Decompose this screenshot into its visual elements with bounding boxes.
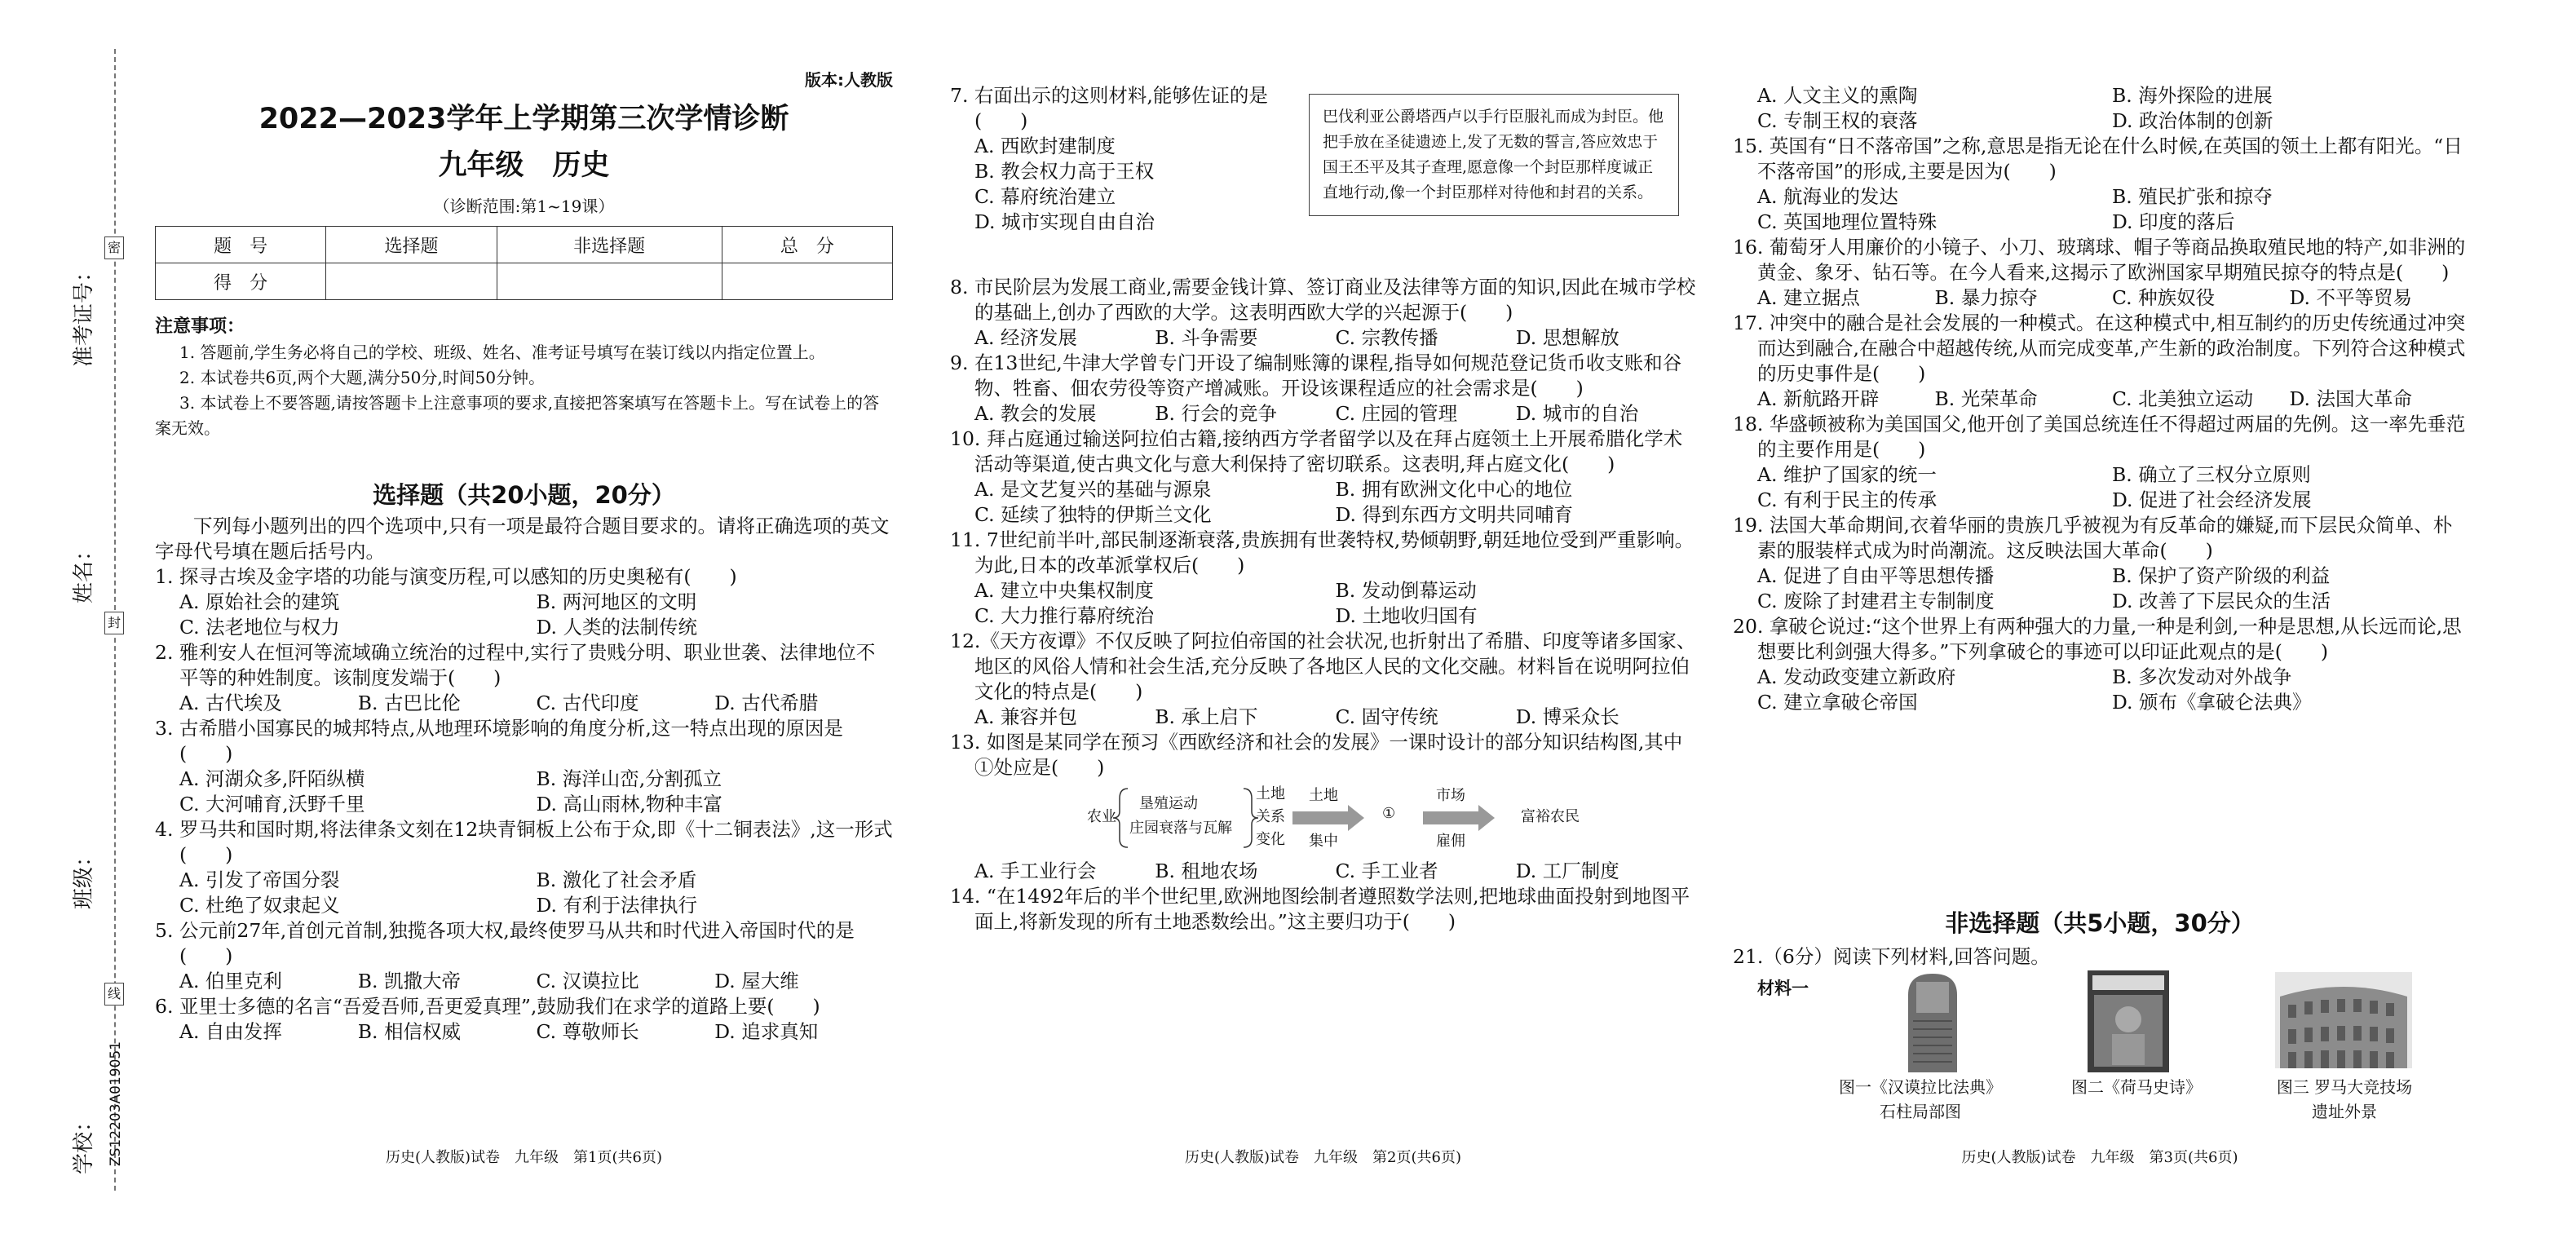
question-stem: 19. 法国大革命期间,衣着华丽的贵族几乎被视为有反革命的嫌疑,而下层民众简单、朴素的服装样式成为时尚潮流。这反映法国大革命( ) [1733, 514, 2453, 562]
option-a: A. 自由发挥 [179, 1020, 282, 1043]
school-label: 学校： [72, 1110, 96, 1174]
option-d: D. 屋大维 [714, 970, 799, 992]
question-stem: 18. 华盛顿被称为美国国父,他开创了美国总统连任不得超过两届的先例。这一率先垂范的主要作用是( ) [1733, 413, 2466, 461]
option-c: C. 杜绝了奴隶起义 [179, 894, 340, 917]
score-head-total: 总 分 [722, 227, 892, 263]
exam-subtitle: 九年级 历史 [438, 149, 610, 182]
option-a: A. 原始社会的建筑 [179, 590, 340, 613]
option-d: D. 政治体制的创新 [2112, 109, 2273, 132]
question-stem: 17. 冲突中的融合是社会发展的一种模式。在这种模式中,相互制约的历史传统通过冲突而达到融合,在融合中超越传统,从而完成变革,产生新的政治制度。下列符合这种模式的历史事件是( ) [1733, 312, 2466, 385]
option-b: B. 保护了资产阶级的利益 [2112, 564, 2331, 587]
section2-title: 非选择题（共5小题，30分） [1945, 909, 2255, 937]
option-b: B. 租地农场 [1155, 860, 1258, 882]
diagram-arrow1-top: 土地 [1309, 787, 1338, 804]
option-a: A. 河湖众多,阡陌纵横 [179, 767, 365, 790]
question [1733, 83, 2467, 134]
question [950, 730, 1696, 884]
name-label: 姓名： [72, 539, 96, 603]
option-a: A. 航海业的发达 [1757, 185, 1898, 208]
score-table-wrap [155, 226, 893, 300]
option-a: A. 教会的发展 [974, 402, 1097, 425]
paper-code: ZS12203A019051 [108, 1041, 124, 1166]
question-list-col3-inner [1733, 83, 2467, 715]
section1 [155, 477, 893, 1045]
question [1733, 614, 2467, 715]
option-d: D. 颁布《拿破仑法典》 [2112, 691, 2312, 714]
diagram-bracket1-bottom: 庄园衰落与瓦解 [1129, 820, 1232, 837]
option-a: A. 古代埃及 [179, 692, 282, 714]
option-c: C. 北美独立运动 [2112, 387, 2254, 410]
question [155, 640, 893, 716]
page-2 [950, 0, 1696, 1242]
option-d: D. 促进了社会经济发展 [2112, 488, 2312, 511]
question-stem: 13. 如图是某同学在预习《西欧经济和社会的发展》一课时设计的部分知识结构图,其中①处应是( ) [950, 731, 1683, 779]
option-c: C. 英国地理位置特殊 [1757, 210, 1938, 233]
question [950, 427, 1696, 528]
option-c: C. 大力推行幕府统治 [974, 604, 1155, 627]
bracket-right [1244, 789, 1258, 847]
options-row [155, 691, 893, 716]
section1-intro: 下列每小题列出的四个选项中,只有一项是最符合题目要求的。请将正确选项的英文字母代号填在题后括号内。 [155, 515, 890, 563]
option-c: C. 种族奴役 [2112, 286, 2216, 309]
option-b: B. 相信权威 [357, 1020, 461, 1043]
option-b: B. 殖民扩张和掠夺 [2112, 185, 2273, 208]
score-head-nonchoice: 非选择题 [497, 227, 722, 263]
seal-mark-top: 密 [104, 236, 124, 259]
question [1733, 134, 2467, 235]
q21-material-label: 材料一 [1757, 979, 1809, 998]
question-stem: 4. 罗马共和国时期,将法律条文刻在12块青铜板上公布于众,即《十二铜表法》,这一形式( ) [155, 818, 893, 866]
page-1 [155, 0, 893, 1242]
arrow-2 [1423, 805, 1495, 831]
option-d: D. 思想解放 [1515, 326, 1619, 349]
version-label: 版本:人教版 [805, 70, 893, 90]
option-a: A. 伯里克利 [179, 970, 282, 992]
option-a: A. 西欧封建制度 [974, 135, 1116, 157]
binding-strip [0, 0, 139, 1242]
option-c: C. 建立拿破仑帝国 [1757, 691, 1918, 714]
option-c: C. 有利于民主的传承 [1757, 488, 1938, 511]
option-d: D. 城市的自治 [1515, 402, 1639, 425]
q7-block [950, 83, 1301, 235]
option-b: B. 行会的竞争 [1155, 402, 1277, 425]
question [1733, 513, 2467, 614]
option-a: A. 人文主义的熏陶 [1757, 84, 1918, 107]
question-stem: 1. 探寻古埃及金字塔的功能与演变历程,可以感知的历史奥秘有( ) [155, 565, 737, 588]
option-c: C. 汉谟拉比 [536, 970, 639, 992]
caption-figure-3-line2: 遗址外景 [2312, 1102, 2377, 1121]
hammurabi-stele-image [1892, 970, 1973, 1072]
arrow-1 [1292, 805, 1364, 831]
diagram-bracket1-top: 垦殖运动 [1139, 795, 1198, 812]
question-stem: 12.《天方夜谭》不仅反映了阿拉伯帝国的社会状况,也折射出了希腊、印度等诸多国家、地区的风俗人情和社会生活,充分反映了各地区人民的文化交融。材料旨在说明阿拉伯文化的特点是( ) [950, 630, 1696, 703]
question [155, 817, 893, 918]
exam-no-label: 准考证号： [72, 260, 96, 367]
question-list-col1 [155, 564, 893, 1045]
diagram-arrow2-bottom: 雇佣 [1436, 833, 1465, 850]
options-row [950, 325, 1696, 351]
caption-figure-3-line1: 图三 罗马大竞技场 [2276, 1077, 2413, 1097]
option-d: D. 土地收归国有 [1335, 604, 1478, 627]
notice-title: 注意事项： [155, 316, 245, 337]
options-row [950, 705, 1696, 730]
question [155, 918, 893, 994]
option-b: B. 斗争需要 [1155, 326, 1258, 349]
option-a: A. 建立据点 [1757, 286, 1860, 309]
question-list-col2-inner [950, 275, 1696, 935]
question-stem: 8. 市民阶层为发展工商业,需要金钱计算、签订商业及法律等方面的知识,因此在城市学校的基础上,创办了西欧的大学。这表明西欧大学的兴起源于( ) [950, 276, 1696, 324]
option-c: C. 古代印度 [536, 692, 639, 714]
option-c: C. 专制王权的衰落 [1757, 109, 1918, 132]
option-b: B. 发动倒幕运动 [1335, 579, 1477, 602]
diagram-left-label: 农业 [1087, 808, 1116, 825]
diagram-arrow1-bottom: 集中 [1309, 833, 1338, 850]
caption-figure-1-line2: 石柱局部图 [1880, 1102, 1961, 1121]
caption-figure-1-line1: 图一《汉谟拉比法典》 [1839, 1077, 2002, 1097]
options-row [1733, 665, 2467, 715]
option-a: A. 手工业行会 [974, 860, 1097, 882]
question-stem: 14. “在1492年后的半个世纪里,欧洲地图绘制者遵照数学法则,把地球曲面投射到地图平面上,将新发现的所有土地悉数绘出。”这主要归功于( ) [950, 885, 1690, 933]
question-stem: 6. 亚里士多德的名言“吾爱吾师,吾更爱真理”,鼓励我们在求学的道路上要( ) [155, 995, 820, 1018]
question-stem: 5. 公元前27年,首创元首制,独揽各项大权,最终使罗马从共和时代进入帝国时代的是( ) [155, 919, 855, 967]
score-cell [497, 263, 722, 300]
question-stem: 7. 右面出示的这则材料,能够佐证的是( ) [950, 84, 1268, 132]
option-d: D. 博采众长 [1515, 705, 1619, 728]
question [155, 716, 893, 817]
exam-title: 2022—2023学年上学期第三次学情诊断 [258, 103, 789, 135]
option-c: C. 固守传统 [1335, 705, 1438, 728]
exam-scope: （诊断范围:第1~19课） [433, 197, 615, 216]
question-stem: 2. 雅利安人在恒河等流域确立统治的过程中,实行了贵贱分明、职业世袭、法律地位不平等的种姓制度。该制度发端于( ) [155, 641, 876, 689]
option-c: C. 尊敬师长 [536, 1020, 639, 1043]
question-7 [950, 83, 1301, 235]
question-list-col3 [1733, 83, 2467, 715]
option-d: D. 改善了下层民众的生活 [2112, 590, 2331, 612]
score-cell [722, 263, 892, 300]
option-a: A. 建立中央集权制度 [974, 579, 1154, 602]
question-stem: 15. 英国有“日不落帝国”之称,意思是指无论在什么时候,在英国的领土上都有阳光。“日不落帝国”的形成,主要是因为( ) [1733, 135, 2463, 183]
q21-stem: 21.（6分）阅读下列材料,回答问题。 [1733, 945, 2050, 968]
options-row [1733, 564, 2467, 614]
bracket-left [1113, 789, 1128, 847]
option-b: B. 光荣革命 [1934, 387, 2038, 410]
options-row [1733, 184, 2467, 235]
homer-epic-cover-image [2088, 970, 2169, 1072]
option-c: C. 手工业者 [1335, 860, 1438, 882]
option-a: A. 引发了帝国分裂 [179, 869, 340, 891]
options-row [155, 767, 893, 817]
option-d: D. 法国大革命 [2289, 387, 2412, 410]
option-c: C. 废除了封建君主专制制度 [1757, 590, 1995, 612]
notice-item: 2. 本试卷共6页,两个大题,满分50分,时间50分钟。 [179, 368, 546, 387]
option-a: A. 促进了自由平等思想传播 [1757, 564, 1995, 587]
option-d: D. 城市实现自由自治 [974, 210, 1155, 233]
option-c: C. 幕府统治建立 [974, 185, 1116, 208]
options-row [155, 868, 893, 918]
question [1733, 412, 2467, 513]
option-b: B. 海外探险的进展 [2112, 84, 2273, 107]
notice-item: 3. 本试卷上不要答题,请按答题卡上注意事项的要求,直接把答案填写在答题卡上。写在试卷上的答案无效。 [155, 393, 880, 438]
q13-structure-diagram [950, 780, 1696, 859]
option-c: C. 庄园的管理 [1335, 402, 1458, 425]
question-stem: 9. 在13世纪,牛津大学曾专门开设了编制账簿的课程,指导如何规范登记货币收支账和谷物、牲畜、佃农劳役等资产增减账。开设该课程适应的社会需求是( ) [950, 351, 1682, 400]
option-b: B. 古巴比伦 [357, 692, 461, 714]
diagram-lines [950, 780, 1521, 859]
option-d: D. 印度的落后 [2112, 210, 2235, 233]
score-table [155, 226, 893, 300]
score-row-label: 得 分 [156, 263, 326, 300]
option-b: B. 拥有欧洲文化中心的地位 [1335, 478, 1573, 501]
option-b: B. 海洋山峦,分割孤立 [536, 767, 722, 790]
options-row [950, 859, 1696, 884]
option-b: B. 暴力掠夺 [1934, 286, 2038, 309]
page-3 [1733, 0, 2467, 1242]
option-d: D. 不平等贸易 [2289, 286, 2412, 309]
options-row [155, 1019, 893, 1045]
option-c: C. 法老地位与权力 [179, 616, 340, 639]
option-c: C. 大河哺育,沃野千里 [179, 793, 365, 815]
page-footer-1: 历史(人教版)试卷 九年级 第1页(共6页) [386, 1149, 662, 1166]
options-row [1733, 387, 2467, 412]
question [950, 275, 1696, 351]
seal-mark-bottom: 线 [104, 983, 124, 1006]
question [1733, 311, 2467, 412]
options-row [950, 401, 1696, 427]
diagram-right-label: 富裕农民 [1521, 808, 1580, 825]
section1-title: 选择题（共20小题，20分） [373, 481, 675, 509]
options-row [950, 477, 1696, 528]
question [155, 564, 893, 640]
notice-block [155, 314, 893, 441]
option-a: A. 经济发展 [974, 326, 1077, 349]
question [950, 629, 1696, 730]
option-b: B. 激化了社会矛盾 [536, 869, 697, 891]
score-head-choice: 选择题 [326, 227, 497, 263]
options-row [1733, 83, 2467, 134]
seal-mark-mid: 封 [104, 612, 124, 634]
colosseum-image [2275, 972, 2412, 1068]
option-d: D. 高山雨林,物种丰富 [536, 793, 722, 815]
notice-item: 1. 答题前,学生务必将自己的学校、班级、姓名、准考证号填写在装订线以内指定位置上。 [179, 343, 825, 362]
question [950, 351, 1696, 427]
question [950, 528, 1696, 629]
caption-figure-1 [1810, 1075, 2030, 1124]
caption-figure-3 [2251, 1075, 2438, 1124]
option-b: B. 两河地区的文明 [536, 590, 697, 613]
option-a: A. 发动政变建立新政府 [1757, 665, 1956, 688]
diagram-bracket2-l1: 土地 [1256, 785, 1285, 802]
option-b: B. 多次发动对外战争 [2112, 665, 2292, 688]
option-d: D. 追求真知 [714, 1020, 819, 1043]
question [950, 884, 1696, 935]
diagram-circle: ① [1382, 805, 1396, 822]
option-b: B. 确立了三权分立原则 [2112, 463, 2311, 486]
option-b: B. 教会权力高于王权 [974, 160, 1155, 183]
option-a: A. 兼容并包 [974, 705, 1077, 728]
option-c: C. 延续了独特的伊斯兰文化 [974, 503, 1212, 526]
option-c: C. 宗教传播 [1335, 326, 1438, 349]
question-stem: 16. 葡萄牙人用廉价的小镜子、小刀、玻璃球、帽子等商品换取殖民地的特产,如非洲的黄金、象牙、钻石等。在今人看来,这揭示了欧洲国家早期殖民掠夺的特点是( ) [1733, 236, 2466, 284]
question-stem: 20. 拿破仑说过:“这个世界上有两种强大的力量,一种是利剑,一种是思想,从长远而论,思想要比利剑强大得多。”下列拿破仑的事迹可以印证此观点的是( ) [1733, 615, 2462, 663]
option-d: D. 人类的法制传统 [536, 616, 697, 639]
options-row [950, 578, 1696, 629]
caption-figure-2: 图二《荷马史诗》 [2071, 1077, 2202, 1097]
diagram-arrow2-top: 市场 [1436, 787, 1465, 804]
question-list-col2 [950, 275, 1696, 935]
option-a: A. 维护了国家的统一 [1757, 463, 1937, 486]
q7-material-box: 巴伐利亚公爵塔西卢以手行臣服礼而成为封臣。他把手放在圣徒遗迹上,发了无数的誓言,答应效忠于国王丕平及其子查理,愿意像一个封臣那样度诚正直地行动,像一个封臣那样对待他和封君的关系。 [1309, 94, 1679, 216]
score-head-qno: 题 号 [156, 227, 326, 263]
question-stem: 10. 拜占庭通过输送阿拉伯古籍,接纳西方学者留学以及在拜占庭领土上开展希腊化学术活动等渠道,使古典文化与意大利保持了密切联系。这表明,拜占庭文化( ) [950, 427, 1683, 475]
option-d: D. 工厂制度 [1515, 860, 1619, 882]
page-footer-3: 历史(人教版)试卷 九年级 第3页(共6页) [1961, 1149, 2238, 1166]
option-b: B. 凯撒大帝 [357, 970, 461, 992]
option-d: D. 有利于法律执行 [536, 894, 697, 917]
options-row [155, 969, 893, 994]
options-row [1733, 285, 2467, 311]
diagram-bracket2-l3: 变化 [1256, 831, 1285, 848]
option-a: A. 是文艺复兴的基础与源泉 [974, 478, 1212, 501]
diagram-bracket2-l2: 关系 [1256, 808, 1285, 825]
option-a: A. 新航路开辟 [1757, 387, 1880, 410]
options-row [155, 590, 893, 640]
option-d: D. 古代希腊 [714, 692, 819, 714]
question-stem: 11. 7世纪前半叶,部民制逐渐衰落,贵族拥有世袭特权,势倾朝野,朝廷地位受到严重影响。为此,日本的改革派掌权后( ) [950, 528, 1695, 577]
question [1733, 235, 2467, 311]
option-d: D. 得到东西方文明共同哺育 [1335, 503, 1573, 526]
score-cell [326, 263, 497, 300]
option-b: B. 承上启下 [1155, 705, 1258, 728]
question [155, 994, 893, 1045]
page-footer-2: 历史(人教版)试卷 九年级 第2页(共6页) [1185, 1149, 1461, 1166]
question-stem: 3. 古希腊小国寡民的城邦特点,从地理环境影响的角度分析,这一特点出现的原因是( ) [155, 717, 843, 765]
class-label: 班级： [72, 845, 96, 909]
options-row [1733, 462, 2467, 513]
